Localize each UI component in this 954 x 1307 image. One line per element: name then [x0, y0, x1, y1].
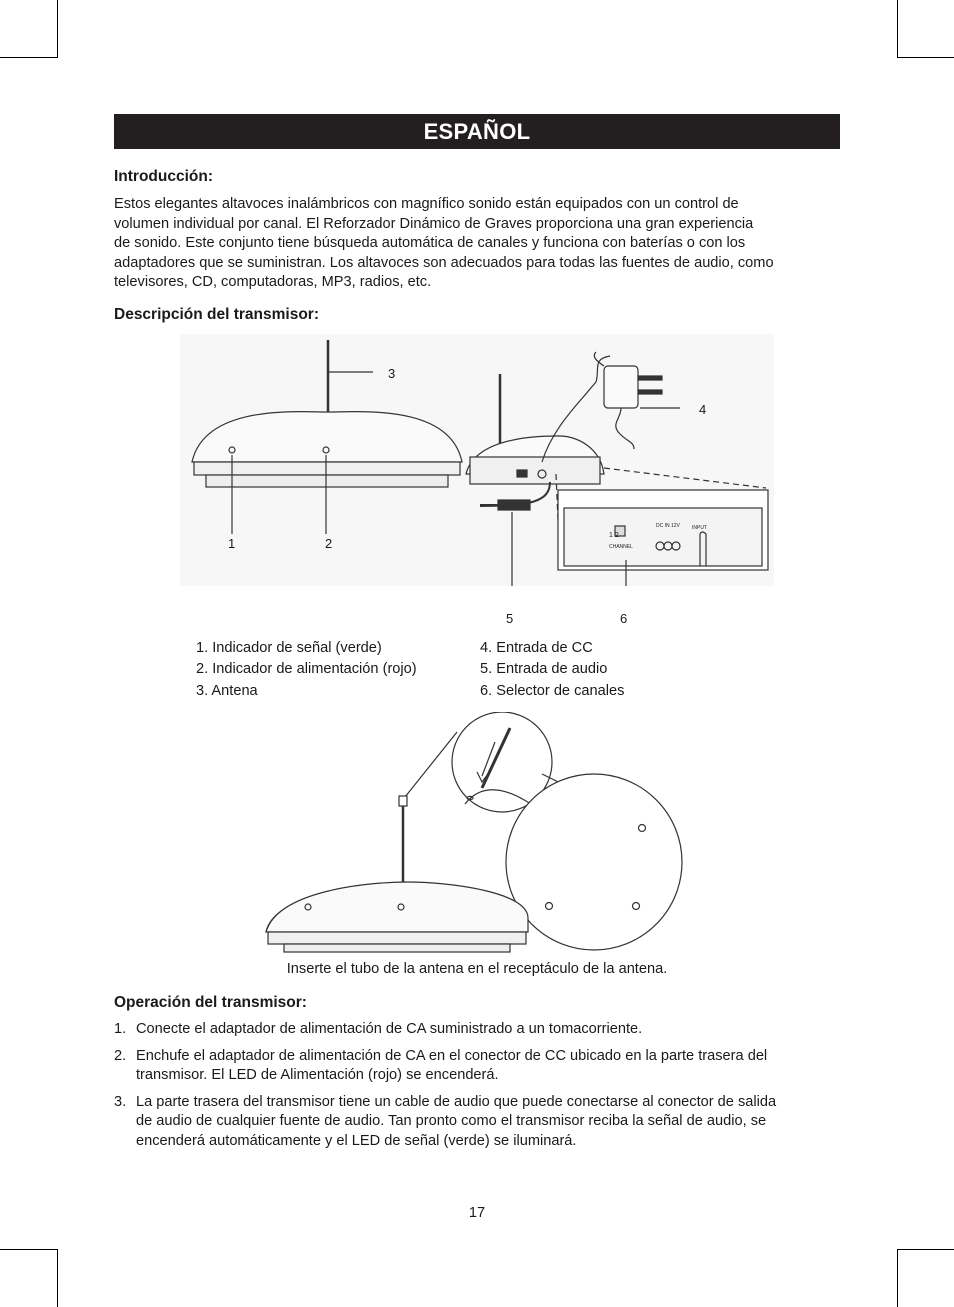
language-header: ESPAÑOL	[114, 114, 840, 149]
step-number: 2.	[114, 1047, 127, 1064]
antenna-insertion-illustration	[260, 712, 690, 956]
channel-label: CHANNEL	[609, 544, 633, 550]
step-text: de audio de cualquier fuente de audio. Tan pronto como el transmisor reciba la señal de audio, se	[136, 1113, 767, 1129]
crop-mark	[897, 1249, 954, 1250]
crop-mark	[897, 0, 898, 58]
legend-item: 2. Indicador de alimentación (rojo)	[196, 661, 417, 677]
transmitter-illustration	[180, 334, 774, 586]
legend-item: 6. Selector de canales	[480, 683, 625, 699]
legend-item: 4. Entrada de CC	[480, 640, 593, 656]
operation-step	[114, 1020, 844, 1040]
callout-5: 5	[506, 611, 514, 626]
description-heading: Descripción del transmisor:	[114, 306, 320, 323]
callout-3: 3	[388, 366, 396, 381]
intro-heading: Introducción:	[114, 168, 214, 185]
crop-mark	[0, 1249, 58, 1250]
step-text: transmisor. El LED de Alimentación (rojo) se encenderá.	[136, 1067, 499, 1083]
intro-line: volumen individual por canal. El Reforzador Dinámico de Graves proporciona una gran experiencia	[114, 215, 754, 232]
operation-steps	[114, 1020, 844, 1158]
page-number: 17	[468, 1205, 486, 1221]
step-text: encenderá automáticamente y el LED de señal (verde) se iluminará.	[136, 1132, 577, 1149]
channel-number-label: 1 2	[609, 532, 619, 539]
dc-in-label: DC IN 12V	[656, 523, 680, 529]
legend-item: 5. Entrada de audio	[480, 661, 608, 677]
callout-1: 1	[228, 536, 236, 551]
intro-line: adaptadores que se suministran. Los altavoces son adecuados para todas las fuentes de audio, como	[114, 254, 774, 271]
step-number: 3.	[114, 1093, 127, 1110]
operation-step	[114, 1047, 844, 1086]
operation-step	[114, 1093, 844, 1152]
operation-heading: Operación del transmisor:	[114, 994, 307, 1011]
antenna-caption: Inserte el tubo de la antena en el receptáculo de la antena.	[286, 961, 668, 977]
callout-4: 4	[699, 402, 707, 417]
crop-mark	[897, 1249, 898, 1307]
crop-mark	[897, 57, 954, 58]
crop-mark	[57, 1249, 58, 1307]
intro-paragraph	[114, 195, 844, 293]
crop-mark	[0, 57, 58, 58]
intro-line: de sonido. Este conjunto tiene búsqueda automática de canales y funciona con baterías o con los	[114, 235, 746, 251]
step-text: Conecte el adaptador de alimentación de CA suministrado a un tomacorriente.	[136, 1021, 643, 1037]
intro-line: televisores, CD, computadoras, MP3, radios, etc.	[114, 274, 432, 290]
step-number: 1.	[114, 1021, 127, 1037]
step-text: La parte trasera del transmisor tiene un cable de audio que puede conectarse al conector de salida	[136, 1093, 777, 1110]
step-text: Enchufe el adaptador de alimentación de CA en el conector de CC ubicado en la parte trasera del	[136, 1047, 768, 1064]
crop-mark	[57, 0, 58, 58]
input-label: INPUT	[692, 525, 707, 531]
legend-item: 1. Indicador de señal (verde)	[196, 640, 382, 656]
callout-2: 2	[325, 536, 333, 551]
callout-6: 6	[620, 611, 628, 626]
intro-line: Estos elegantes altavoces inalámbricos con magnífico sonido están equipados con un control de	[114, 196, 739, 212]
legend-item: 3. Antena	[196, 683, 258, 699]
